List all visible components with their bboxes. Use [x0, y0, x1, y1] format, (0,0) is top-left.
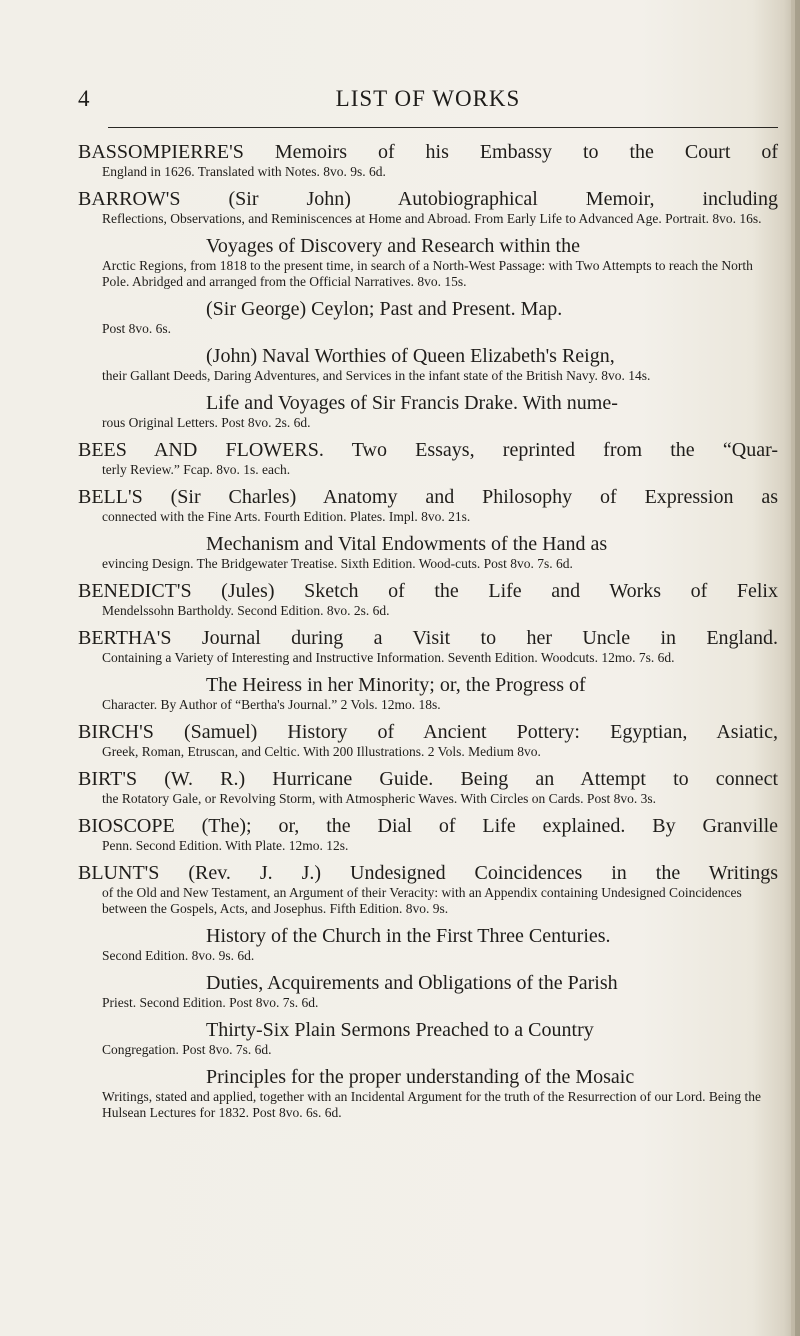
entry-bioscope	[78, 814, 778, 854]
entry-barrow-ceylon	[78, 297, 778, 337]
entry-details: Writings, stated and applied, together with an Incidental Argument for the truth of the Resurrection of our Lord. Being the Hulsean Lectures for 1832. Post 8vo. 6s. 6d.	[102, 1089, 762, 1120]
entry-title: BARROW'S (Sir John) Autobiographical Memoir, including	[78, 188, 778, 210]
entry-details: Penn. Second Edition. With Plate. 12mo. 12s.	[102, 838, 349, 853]
entries-list	[78, 140, 778, 1128]
entry-bell-mechanism	[78, 532, 778, 572]
entry-barrow-naval-worthies	[78, 344, 778, 384]
entry-details: Post 8vo. 6s.	[102, 321, 172, 336]
entry-title: The Heiress in her Minority; or, the Progress of	[206, 674, 586, 696]
entry-title: BIOSCOPE (The); or, the Dial of Life explained. By Granville	[78, 815, 778, 837]
entry-details: their Gallant Deeds, Daring Adventures, and Services in the infant state of the British Navy. 8vo. 14s.	[102, 368, 651, 383]
entry-bees-and-flowers	[78, 438, 778, 478]
running-title: LIST OF WORKS	[335, 86, 521, 111]
entry-details: Greek, Roman, Etruscan, and Celtic. With 200 Illustrations. 2 Vols. Medium 8vo.	[102, 744, 541, 759]
entry-blunt-sermons	[78, 1018, 778, 1058]
entry-details: connected with the Fine Arts. Fourth Edition. Plates. Impl. 8vo. 21s.	[102, 509, 471, 524]
entry-details: Reflections, Observations, and Reminiscences at Home and Abroad. From Early Life to Advanced Age. Portrait. 8vo. 16s.	[102, 211, 762, 226]
entry-details: of the Old and New Testament, an Argument of their Veracity: with an Appendix containing Undesigned Coincidences between the Gospels, Acts, and Josephus. Fifth Edition. 8vo. 9s.	[102, 885, 742, 916]
entry-title: Life and Voyages of Sir Francis Drake. With nume-	[206, 392, 618, 414]
page-edge-shadow	[783, 0, 800, 1336]
entry-title: History of the Church in the First Three Centuries.	[206, 925, 611, 947]
entry-title: Duties, Acquirements and Obligations of the Parish	[206, 972, 618, 994]
entry-details: Second Edition. 8vo. 9s. 6d.	[102, 948, 255, 963]
entry-details: Arctic Regions, from 1818 to the present time, in search of a North-West Passage: with Two Attempts to reach the North Pole. Abridged and arranged from the Official Narratives. 8vo. 15s.	[102, 258, 753, 289]
page-number: 4	[78, 86, 90, 111]
entry-details: evincing Design. The Bridgewater Treatise. Sixth Edition. Wood-cuts. Post 8vo. 7s. 6d.	[102, 556, 573, 571]
entry-details: Priest. Second Edition. Post 8vo. 7s. 6d.	[102, 995, 319, 1010]
entry-title: BLUNT'S (Rev. J. J.) Undesigned Coincidences in the Writings	[78, 862, 778, 884]
entry-details: England in 1626. Translated with Notes. 8vo. 9s. 6d.	[102, 164, 386, 179]
entry-blunt-duties	[78, 971, 778, 1011]
entry-barrow-autobiography	[78, 187, 778, 227]
entry-details: Character. By Author of “Bertha's Journal.” 2 Vols. 12mo. 18s.	[102, 697, 441, 712]
entry-details: Mendelssohn Bartholdy. Second Edition. 8vo. 2s. 6d.	[102, 603, 390, 618]
entry-barrow-voyages	[78, 234, 778, 290]
entry-blunt-coincidences	[78, 861, 778, 917]
entry-title: BENEDICT'S (Jules) Sketch of the Life and Works of Felix	[78, 580, 778, 602]
entry-birt	[78, 767, 778, 807]
entry-blunt-history	[78, 924, 778, 964]
entry-details: Congregation. Post 8vo. 7s. 6d.	[102, 1042, 272, 1057]
entry-bassompierre	[78, 140, 778, 180]
entry-details: rous Original Letters. Post 8vo. 2s. 6d.	[102, 415, 311, 430]
entry-title: (Sir George) Ceylon; Past and Present. Map.	[206, 298, 563, 320]
entry-title: Mechanism and Vital Endowments of the Hand as	[206, 533, 608, 555]
entry-benedict	[78, 579, 778, 619]
page-header	[78, 86, 778, 116]
entry-bertha-heiress	[78, 673, 778, 713]
entry-title: Principles for the proper understanding of the Mosaic	[206, 1066, 635, 1088]
entry-bertha-journal	[78, 626, 778, 666]
entry-details: Containing a Variety of Interesting and Instructive Information. Seventh Edition. Woodcuts. 12mo. 7s. 6d.	[102, 650, 675, 665]
entry-title: BERTHA'S Journal during a Visit to her Uncle in England.	[78, 627, 778, 649]
entry-title: BEES AND FLOWERS. Two Essays, reprinted from the “Quar-	[78, 439, 778, 461]
entry-title: BIRCH'S (Samuel) History of Ancient Pottery: Egyptian, Asiatic,	[78, 721, 778, 743]
entry-bell-anatomy	[78, 485, 778, 525]
entry-barrow-drake	[78, 391, 778, 431]
entry-title: BASSOMPIERRE'S Memoirs of his Embassy to the Court of	[78, 141, 778, 163]
entry-blunt-principles	[78, 1065, 778, 1121]
header-rule	[108, 127, 778, 128]
entry-birch	[78, 720, 778, 760]
entry-title: BIRT'S (W. R.) Hurricane Guide. Being an Attempt to connect	[78, 768, 778, 790]
entry-title: Voyages of Discovery and Research within the	[206, 235, 580, 257]
entry-title: (John) Naval Worthies of Queen Elizabeth's Reign,	[206, 345, 615, 367]
entry-details: the Rotatory Gale, or Revolving Storm, with Atmospheric Waves. With Circles on Cards. Post 8vo. 3s.	[102, 791, 656, 806]
entry-title: Thirty-Six Plain Sermons Preached to a Country	[206, 1019, 594, 1041]
entry-title: BELL'S (Sir Charles) Anatomy and Philosophy of Expression as	[78, 486, 778, 508]
entry-details: terly Review.” Fcap. 8vo. 1s. each.	[102, 462, 291, 477]
